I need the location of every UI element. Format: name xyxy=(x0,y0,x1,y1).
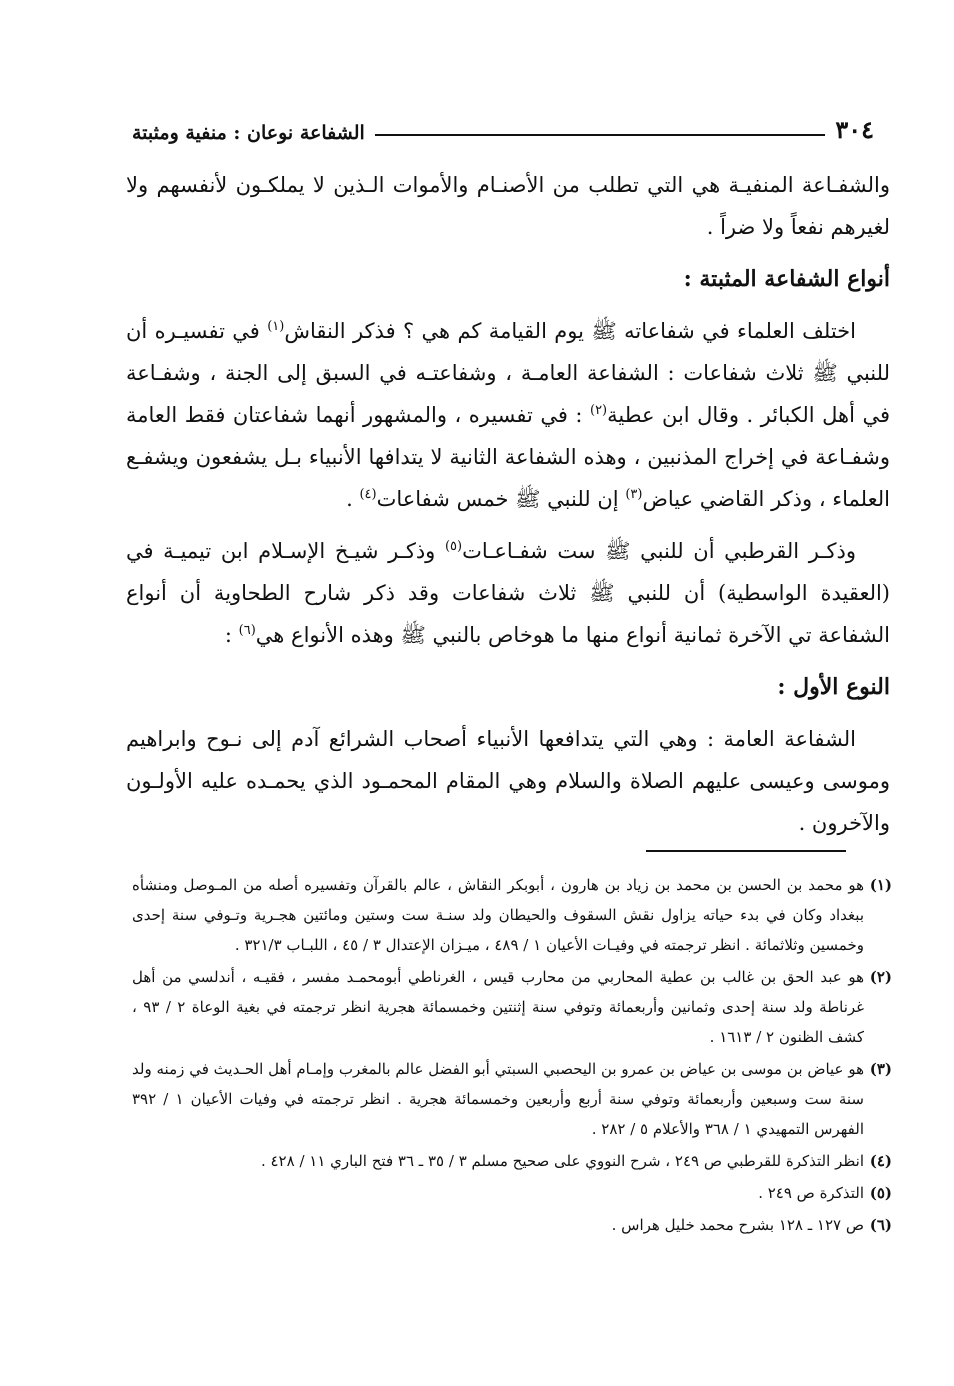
paragraph-scholars-differ: اختلف العلماء في شفاعاته ﷺ يوم القيامة كم هي ؟ فذكر النقاش$^{(١)}$ في تفسيـره أن للنبي ﷺ ثلاث شفاعات : الشفاعة العامـة ، وشفاعتـه في السبق إلى الجنة ، وشفـاعة في أهل الكبائر . وقال ابن عطية$^{(٢)}$ : في تفسيره ، والمشهور أنهما شفاعتان فقط العامة وشفـاعة في إخراج المذنبين ، وهذه الشفاعة الثانية لا يتدافها الأنبياء بـل يشفعون ويشفـع العلماء ، وذكر القاضي عياض$^{(٣)}$ إن للنبي ﷺ خمس شفاعات$^{(٤)}$ . xyxy=(126,319,890,511)
footnote-text: هو محمد بن الحسن بن محمد بن زياد بن هارون ، أبوبكر النقاش ، عالم بالقرآن وتفسيره أصله من المـوصل ومنشأه ببغداد وكان في بدء حياته يزاول نقش السقوف والحيطان ولد سنـة ست وستين ومائتين هجـرية وتـوفي سنة إحدى وخمسين وثلاثمائة . انظر ترجمته في وفيـات الأعيان ١ / ٤٨٩ ، ميـزان الإعتدال ٣ / ٤٥ ، اللبـاب ٣٢١/٣ . xyxy=(132,876,864,954)
page-number: ٣٠٤ xyxy=(835,115,874,144)
footnote xyxy=(132,1210,892,1240)
footnote-number: (٥) xyxy=(869,1184,892,1202)
footnote xyxy=(132,1054,892,1144)
footnote-separator xyxy=(646,850,846,852)
footnote-ref[interactable]: (٦) xyxy=(238,623,256,638)
footnote-ref[interactable]: (٣) xyxy=(625,487,643,502)
footnotes xyxy=(132,870,892,1242)
footnote-ref[interactable]: (٤) xyxy=(359,487,377,502)
footnote-text: انظر التذكرة للقرطبي ص ٢٤٩ ، شرح النووي على صحيح مسلم ٣ / ٣٥ ـ ٣٦ فتح الباري ١١ / ٤٢٨ . xyxy=(260,1152,864,1170)
footnote-number: (٦) xyxy=(869,1216,892,1234)
footnote xyxy=(132,1146,892,1176)
footnote-number: (١) xyxy=(869,876,892,894)
footnote-number: (٢) xyxy=(869,968,892,986)
footnote xyxy=(132,1178,892,1208)
footnote-text: هو عبد الحق بن غالب بن عطية المحاربي من محارب قيس ، الغرناطي أبومحمـد مفسر ، فقيـه ، أندلسي من أهل غرناطة ولد سنة إحدى وثمانين وأربعمائة وتوفي سنة إثنتين وخمسمائة هجرية انظر ترجمته في بغية الوعاة ٢ / ٩٣ ، كشف الظنون ٢ / ١٦١٣ . xyxy=(132,968,865,1046)
footnote xyxy=(132,962,892,1052)
section-heading-first-type: النوع الأول : xyxy=(777,674,890,700)
running-title: الشفاعة نوعان : منفية ومثبتة xyxy=(132,122,365,144)
footnote xyxy=(132,870,892,960)
header-rule xyxy=(375,134,826,136)
page-header xyxy=(132,108,874,144)
footnote-ref[interactable]: (٢) xyxy=(589,403,608,418)
footnote-ref[interactable]: (١) xyxy=(267,319,285,334)
section-heading-affirmed-intercession: أنواع الشفاعة المثبتة : xyxy=(683,266,890,292)
paragraph-negated-intercession: والشفـاعة المنفيـة هي التي تطلب من الأصنـام والأموات الـذين لا يملكـون لأنفسهم ولا لغيرهم نفعاً ولا ضراً . xyxy=(126,173,890,239)
footnote-text: ص ١٢٧ ـ ١٢٨ بشرح محمد خليل هراس . xyxy=(611,1216,864,1234)
footnote-text: التذكرة ص ٢٤٩ . xyxy=(758,1184,864,1202)
footnote-ref[interactable]: (٥) xyxy=(444,539,463,554)
footnote-number: (٣) xyxy=(869,1060,892,1078)
paragraph-general-intercession: الشفاعة العامة : وهي التي يتدافعها الأنبياء أصحاب الشرائع آدم إلى نـوح وابراهيم وموسى وعيسى عليهم الصلاة والسلام وهي المقام المحمـود الذي يحمـده عليه الأولـون والآخرون . xyxy=(126,727,890,835)
footnote-text: هو عياض بن موسى بن عياض بن عمرو بن اليحصبي السبتي أبو الفضل عالم بالمغرب وإمـام أهل الحـديث في زمنه ولد سنة ست وسبعين وأربعمائة وتوفي سنة أربع وأربعين وخمسمائة هجرية . انظر ترجمته في وفيات الأعيان ١ / ٣٩٢ الفهرس التمهيدي ١ / ٣٦٨ والأعلام ٥ / ٢٨٢ . xyxy=(132,1060,865,1138)
main-text xyxy=(126,164,890,854)
paragraph-qurtubi: وذكـر القرطبي أن للنبي ﷺ ست شفـاعـات$^{(٥)}$ وذكـر شيـخ الإسـلام ابن تيميـة في (العقيدة الواسطية) أن للنبي ﷺ ثلاث شفاعات وقد ذكر شارح الطحاوية أن أنواع الشفاعة تي الآخرة ثمانية أنواع منها ما هوخاص بالنبي ﷺ وهذه الأنواع هي$^{(٦)}$ : xyxy=(126,539,890,647)
footnote-number: (٤) xyxy=(869,1152,892,1170)
